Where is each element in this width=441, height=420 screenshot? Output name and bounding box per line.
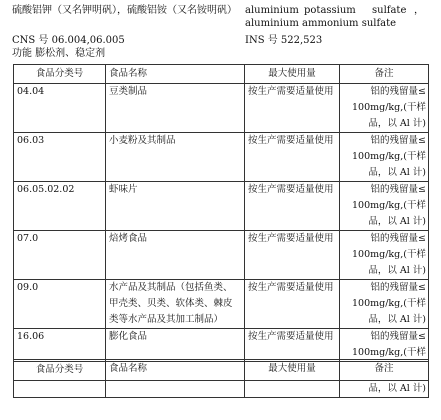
english-name-line1-d: ， [414, 5, 424, 16]
table-row [14, 231, 429, 280]
col-header-max: 最大使用量 [245, 360, 340, 381]
cell-code: 09.0 [14, 280, 106, 329]
col-header-code: 食品分类号 [14, 360, 106, 381]
cell-code [14, 381, 106, 398]
cell-name: 豆类制品 [106, 84, 245, 133]
ins-number: INS 号 522,523 [245, 35, 323, 46]
cell-name: 膨化食品 [106, 329, 245, 362]
cns-number: CNS 号 06.004,06.005 [12, 35, 125, 46]
cell-max: 按生产需要适量使用 [245, 329, 340, 362]
english-name-line2: aluminium ammonium sulfate [245, 18, 397, 29]
cell-name: 虾味片 [106, 182, 245, 231]
english-name-line1-a: aluminium [245, 5, 299, 16]
cell-max: 按生产需要适量使用 [245, 133, 340, 182]
function-line: 功能 膨松剂、稳定剂 [12, 48, 106, 59]
col-header-code: 食品分类号 [14, 65, 106, 84]
cell-code: 06.05.02.02 [14, 182, 106, 231]
cell-name [106, 381, 245, 398]
table-row [14, 84, 429, 133]
table-row [14, 280, 429, 329]
cell-code: 07.0 [14, 231, 106, 280]
cell-note: 铝的残留量≤ 100mg/kg,(干样 品，以 Al 计) [340, 133, 429, 182]
cell-name: 小麦粉及其制品 [106, 133, 245, 182]
table-row [14, 329, 429, 362]
usage-table-continued [13, 359, 429, 398]
col-header-name: 食品名称 [106, 65, 245, 84]
col-header-note: 备注 [340, 360, 429, 381]
cell-name: 水产品及其制品（包括鱼类、 甲壳类、贝类、软体类、棘皮 类等水产品及其加工制品） [106, 280, 245, 329]
cell-max [245, 381, 340, 398]
cell-note: 品，以 Al 计) [340, 381, 429, 398]
cell-code: 04.04 [14, 84, 106, 133]
col-header-note: 备注 [340, 65, 429, 84]
cell-max: 按生产需要适量使用 [245, 231, 340, 280]
table-row [14, 133, 429, 182]
usage-table [13, 64, 429, 362]
table-row [14, 182, 429, 231]
cell-max: 按生产需要适量使用 [245, 84, 340, 133]
col-header-name: 食品名称 [106, 360, 245, 381]
table-header-row [14, 65, 429, 84]
table-header-row [14, 360, 429, 381]
cell-code: 16.06 [14, 329, 106, 362]
english-name-line1-c: sulfate [372, 5, 407, 16]
cell-note: 铝的残留量≤ 100mg/kg,(干样 品，以 Al 计) [340, 280, 429, 329]
cell-note: 铝的残留量≤ 100mg/kg,(干样 品，以 Al 计) [340, 84, 429, 133]
cell-max: 按生产需要适量使用 [245, 182, 340, 231]
table-row [14, 381, 429, 398]
cell-note: 铝的残留量≤ 100mg/kg,(干样 品，以 Al 计) [340, 231, 429, 280]
cell-max: 按生产需要适量使用 [245, 280, 340, 329]
chinese-names: 硫酸铝钾（又名钾明矾），硫酸铝铵（又名铵明矾） [12, 5, 237, 16]
cell-code: 06.03 [14, 133, 106, 182]
cell-note: 铝的残留量≤ 100mg/kg,(干样 [340, 329, 429, 362]
cell-note: 铝的残留量≤ 100mg/kg,(干样 品，以 Al 计) [340, 182, 429, 231]
english-name-line1-b: potassium [304, 5, 356, 16]
col-header-max: 最大使用量 [245, 65, 340, 84]
cell-name: 焙烤食品 [106, 231, 245, 280]
